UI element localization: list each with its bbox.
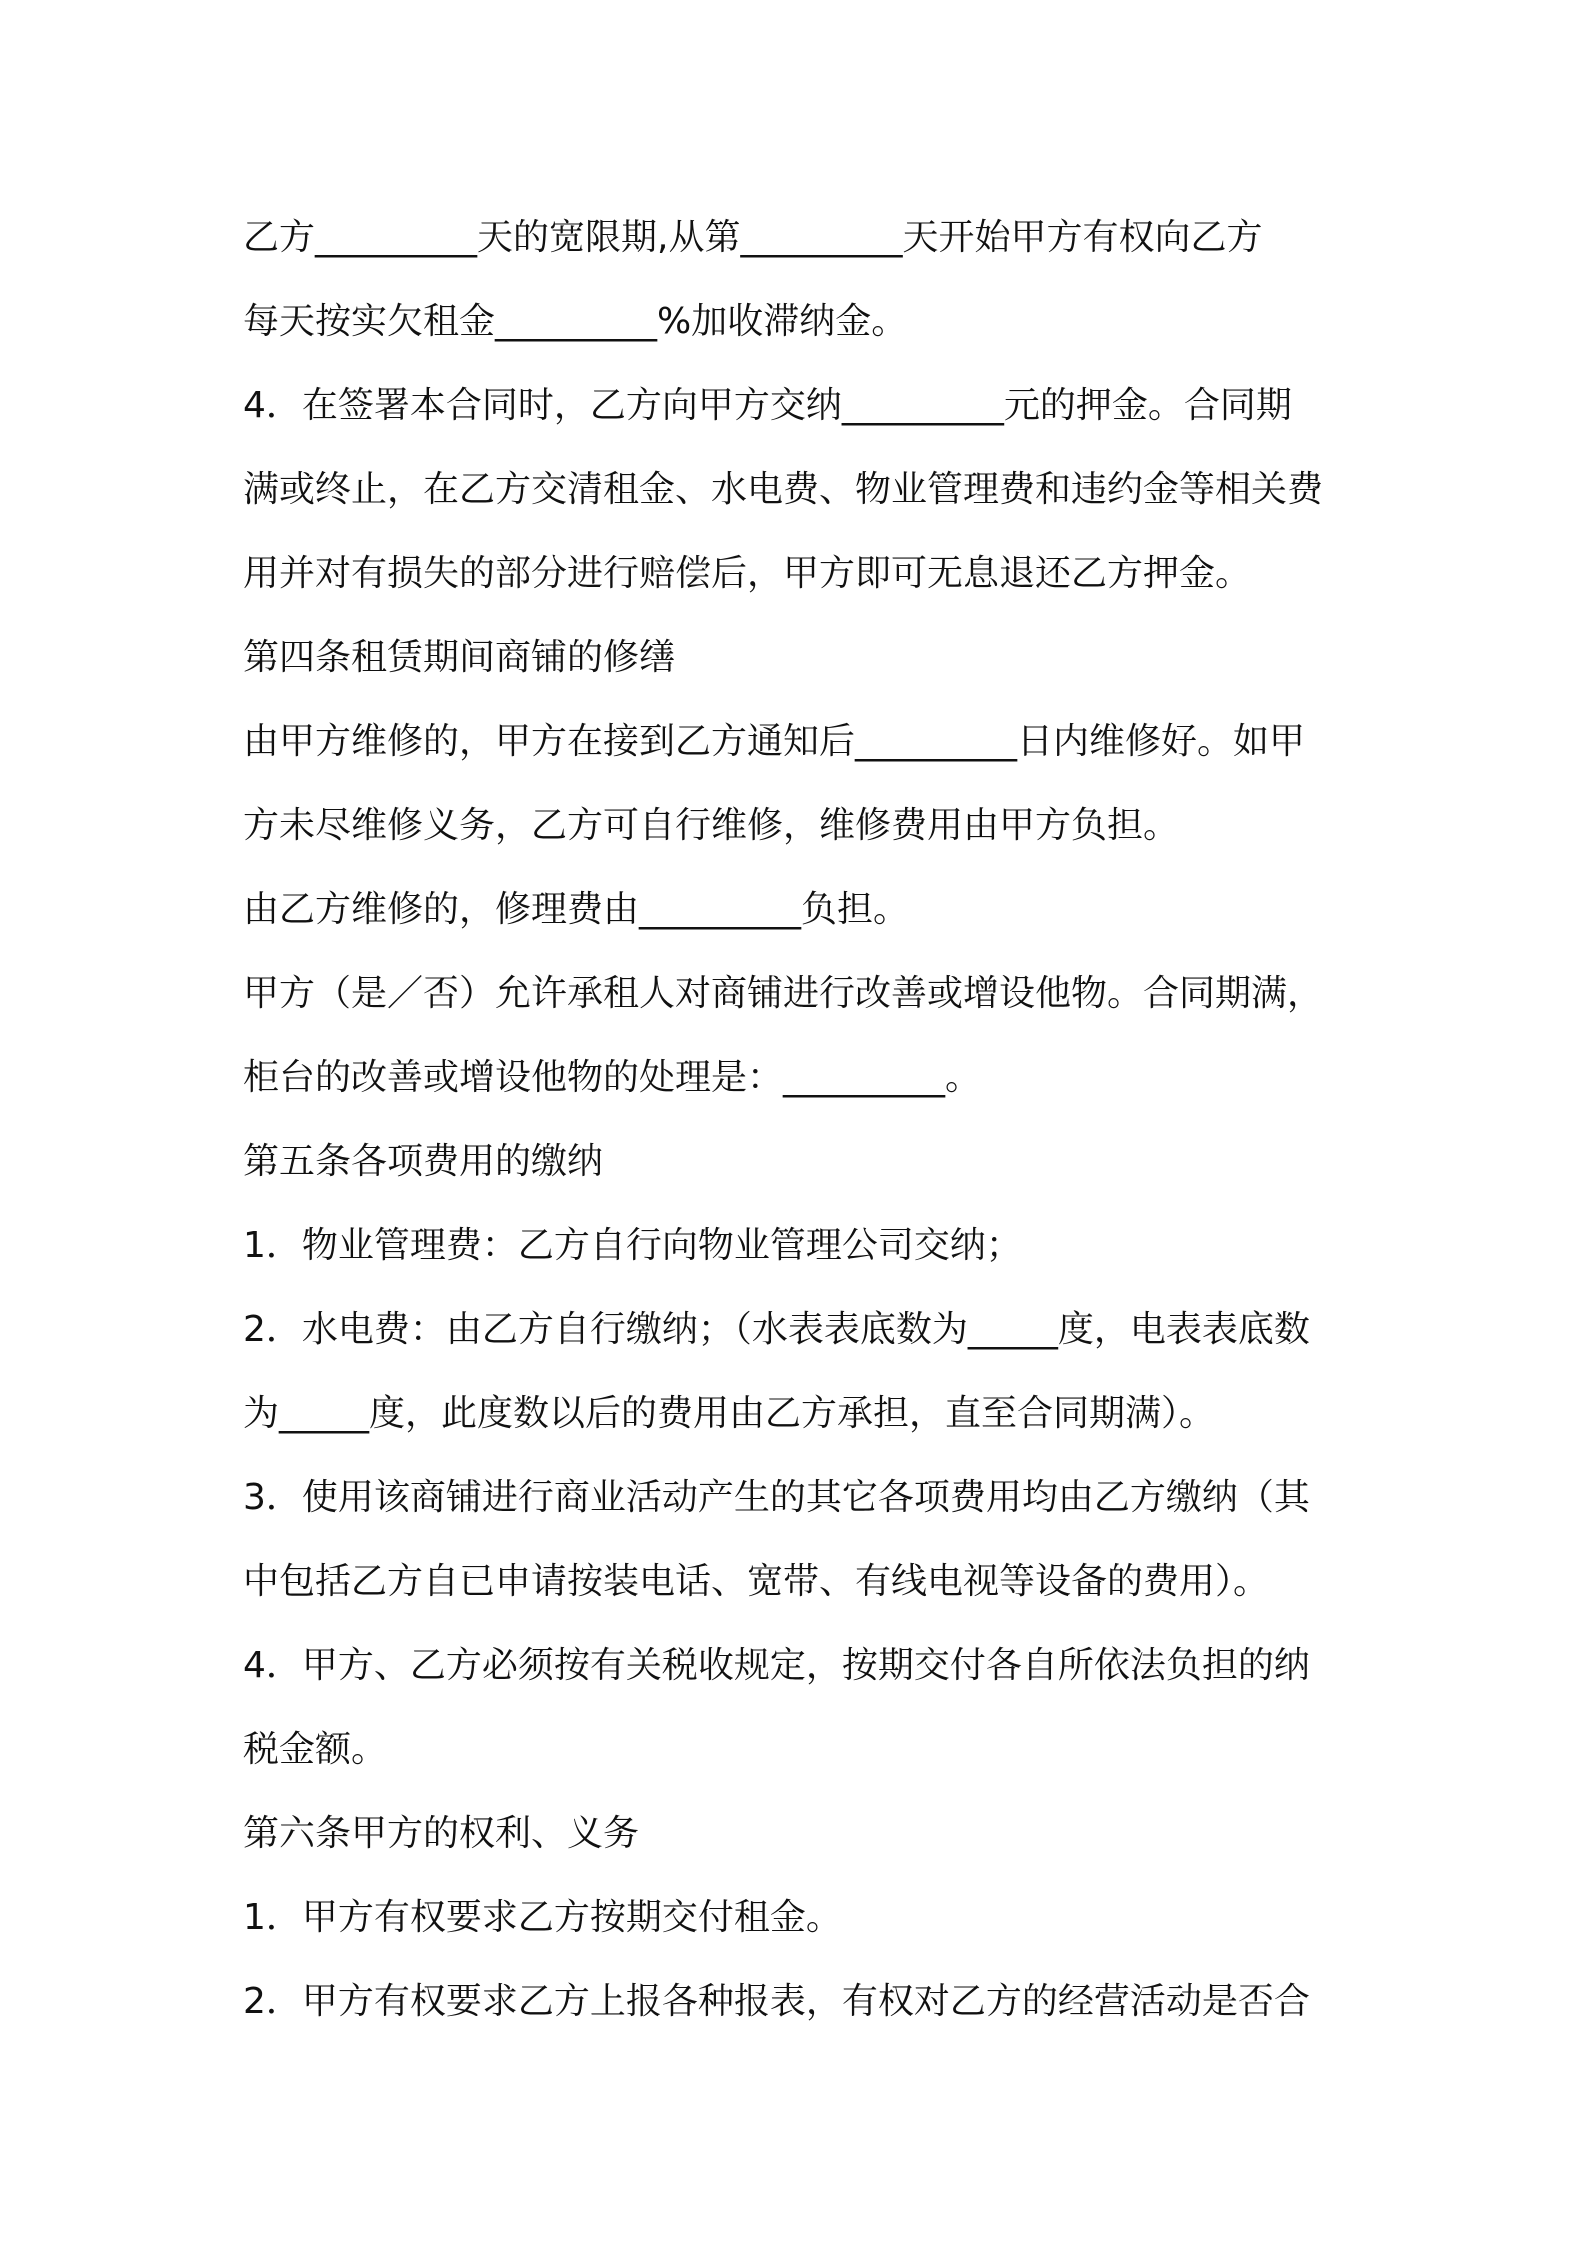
text-line: 4．在签署本合同时，乙方向甲方交纳_________元的押金。合同期	[243, 385, 1292, 426]
text-line: 乙方_________天的宽限期,从第_________天开始甲方有权向乙方	[243, 217, 1263, 258]
text-line: 每天按实欠租金_________%加收滞纳金。	[243, 301, 908, 342]
text-line: 税金额。	[243, 1729, 388, 1770]
text-line: 2．甲方有权要求乙方上报各种报表，有权对乙方的经营活动是否合	[243, 1981, 1310, 2022]
section-heading: 第六条甲方的权利、义务	[243, 1813, 640, 1854]
text-line: 中包括乙方自已申请按装电话、宽带、有线电视等设备的费用）。	[243, 1561, 1270, 1602]
text-line: 为_____度，此度数以后的费用由乙方承担，直至合同期满）。	[243, 1393, 1216, 1434]
text-line: 方未尽维修义务，乙方可自行维修，维修费用由甲方负担。	[243, 805, 1180, 846]
text-line: 1．甲方有权要求乙方按期交付租金。	[243, 1897, 842, 1938]
text-line: 由乙方维修的，修理费由_________负担。	[243, 889, 910, 930]
section-heading: 第四条租赁期间商铺的修缮	[243, 637, 676, 678]
text-line: 1．物业管理费：乙方自行向物业管理公司交纳；	[243, 1225, 1022, 1266]
text-line: 4．甲方、乙方必须按有关税收规定，按期交付各自所依法负担的纳	[243, 1645, 1310, 1686]
section-heading: 第五条各项费用的缴纳	[243, 1141, 604, 1182]
text-line: 2．水电费：由乙方自行缴纳；（水表表底数为_____度，电表表底数	[243, 1309, 1310, 1350]
text-line: 用并对有损失的部分进行赔偿后，甲方即可无息退还乙方押金。	[243, 553, 1252, 594]
text-line: 甲方（是／否）允许承租人对商铺进行改善或增设他物。合同期满，	[243, 973, 1324, 1014]
text-line: 由甲方维修的，甲方在接到乙方通知后_________日内维修好。如甲	[243, 721, 1306, 762]
text-line: 柜台的改善或增设他物的处理是：_________。	[243, 1057, 982, 1098]
document-body	[243, 196, 1353, 2044]
text-line: 3．使用该商铺进行商业活动产生的其它各项费用均由乙方缴纳（其	[243, 1477, 1310, 1518]
text-line: 满或终止，在乙方交清租金、水电费、物业管理费和违约金等相关费	[243, 469, 1324, 510]
